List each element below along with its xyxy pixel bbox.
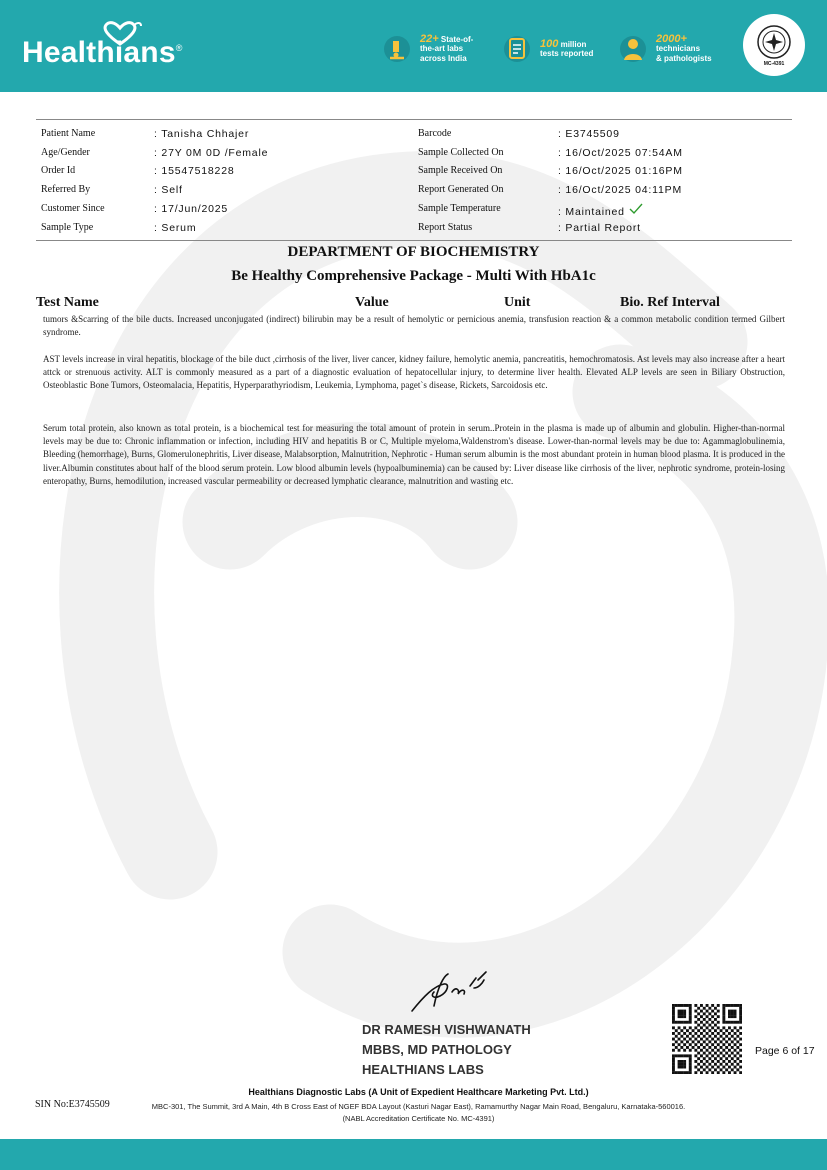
barcode-label: Barcode bbox=[418, 128, 452, 139]
sample-type-label: Sample Type bbox=[41, 222, 94, 233]
package-title: Be Healthy Comprehensive Package - Multi With HbA1c bbox=[231, 268, 596, 284]
note-paragraph-bilirubin: tumors &Scarring of the bile ducts. Increased unconjugated (indirect) bilirubin may be a result of hemolytic or pernicious anemia, transfusion reaction & a common metabolic condition termed Gilbert syndrome. bbox=[43, 314, 785, 338]
sample-temperature-row bbox=[558, 203, 643, 218]
patient-info-block bbox=[36, 119, 792, 241]
referred-by-value: : Self bbox=[154, 184, 183, 196]
report-status-label: Report Status bbox=[418, 222, 473, 233]
referred-by-label: Referred By bbox=[41, 184, 91, 195]
sample-temperature-value: : Maintained bbox=[558, 206, 625, 218]
barcode-value: : E3745509 bbox=[558, 128, 620, 140]
department-title: DEPARTMENT OF BIOCHEMISTRY bbox=[287, 244, 540, 260]
patient-name-label: Patient Name bbox=[41, 128, 96, 139]
report-status-value: : Partial Report bbox=[558, 222, 641, 234]
qr-code bbox=[672, 1004, 742, 1074]
page-number: Page 6 of 17 bbox=[755, 1045, 815, 1057]
accreditation-seal bbox=[743, 14, 805, 76]
doctor-qualification: MBBS, MD PATHOLOGY bbox=[362, 1042, 512, 1057]
footer-nabl: (NABL Accreditation Certificate No. MC-4391) bbox=[342, 1114, 495, 1123]
column-unit: Unit bbox=[504, 295, 531, 310]
stat-labs: 22+ State-of- the-art labs across India bbox=[380, 32, 473, 66]
order-id-label: Order Id bbox=[41, 165, 76, 176]
customer-since-value: : 17/Jun/2025 bbox=[154, 203, 229, 215]
stat-technicians: 2000+ technicians & pathologists bbox=[616, 32, 712, 66]
brand-logo: Healthians® bbox=[22, 36, 183, 69]
report-generated-label: Report Generated On bbox=[418, 184, 504, 195]
heart-logo-icon bbox=[97, 18, 143, 48]
sample-temperature-label: Sample Temperature bbox=[418, 203, 501, 214]
sample-collected-label: Sample Collected On bbox=[418, 147, 504, 158]
note-paragraph-protein: Serum total protein, also known as total protein, is a biochemical test for measuring the total amount of protein in serum..Protein in the plasma is made up of albumin and globulin. Higher-than-normal levels may be due to: Chronic inflammation or infection, including HIV and hepatitis B or C, Multiple myeloma,Waldenstrom's disease. Lower-than-normal levels may be due to: Agammaglobulinemia, Bleeding (hemorrhage), Burns, Glomerulonephritis, Liver disease, Malabsorption, Malnutrition, Nephrotic - Human serum albumin is the most abundant protein in human blood plasma. It is produced in the liver.Albumin constitutes about half of the blood serum protein. Low blood albumin levels (hypoalbuminemia) can be caused by: Liver disease like cirrhosis of the liver, nephrotic syndrome, protein-losing enteropathy, Burns, hemodilution, increased vascular permeability or decreased lymphatic clearance, malnutrition and wasting etc. bbox=[43, 423, 785, 486]
sample-received-label: Sample Received On bbox=[418, 165, 503, 176]
seal-label: MC-4391 bbox=[763, 61, 785, 67]
checkmark-icon bbox=[629, 203, 643, 215]
footer-address: MBC-301, The Summit, 3rd A Main, 4th B Cross East of NGEF BDA Layout (Kasturi Nagar East), Ramamurthy Nagar Main Road, Bengaluru, Karnataka-560016. bbox=[151, 1102, 686, 1111]
barcode-image bbox=[661, 128, 763, 143]
customer-since-label: Customer Since bbox=[41, 203, 105, 214]
sample-type-value: : Serum bbox=[154, 222, 197, 234]
signatory-block bbox=[362, 1020, 531, 1080]
footer-banner bbox=[0, 1139, 827, 1170]
report-generated-value: : 16/Oct/2025 04:11PM bbox=[558, 184, 683, 196]
handwritten-signature bbox=[404, 966, 494, 1021]
technician-icon bbox=[616, 32, 650, 66]
stat-tests: 100 million tests reported bbox=[500, 32, 593, 66]
age-gender-value: : 27Y 0M 0D /Female bbox=[154, 147, 269, 159]
order-id-value: : 15547518228 bbox=[154, 165, 235, 177]
report-icon bbox=[500, 32, 534, 66]
column-test-name: Test Name bbox=[36, 295, 99, 310]
column-ref-interval: Bio. Ref Interval bbox=[620, 295, 720, 310]
sin-number: SIN No:E3745509 bbox=[35, 1099, 110, 1110]
patient-name-value: : Tanisha Chhajer bbox=[154, 128, 250, 140]
footer-lab-title: Healthians Diagnostic Labs (A Unit of Expedient Healthcare Marketing Pvt. Ltd.) bbox=[248, 1087, 589, 1097]
sample-received-value: : 16/Oct/2025 01:16PM bbox=[558, 165, 683, 177]
note-paragraph-liver-enzymes: AST levels increase in viral hepatitis, blockage of the bile duct ,cirrhosis of the liver, liver cancer, kidney failure, hemolytic anemia, pancreatitis, hemochromatosis. Ast levels may also increase after a heart attck or strenuous activity. ALT is commonly measured as a part of a diagnostic evaluation of hepatocellular injury, to determine liver health. Elevated ALP levels are seen in Biliary Obstruction, Osteoblastic Bone Tumors, Osteomalacia, Hepatitis, Hyperparathyriodism, Leukemia, Lymphoma, paget`s disease, Rickets, Sarcoidosis etc. bbox=[43, 354, 785, 391]
doctor-name: DR RAMESH VISHWANATH bbox=[362, 1022, 531, 1037]
lab-name: HEALTHIANS LABS bbox=[362, 1062, 484, 1077]
header-banner bbox=[0, 0, 827, 92]
microscope-icon bbox=[380, 32, 414, 66]
sample-collected-value: : 16/Oct/2025 07:54AM bbox=[558, 147, 683, 159]
column-value: Value bbox=[355, 295, 389, 310]
age-gender-label: Age/Gender bbox=[41, 147, 90, 158]
